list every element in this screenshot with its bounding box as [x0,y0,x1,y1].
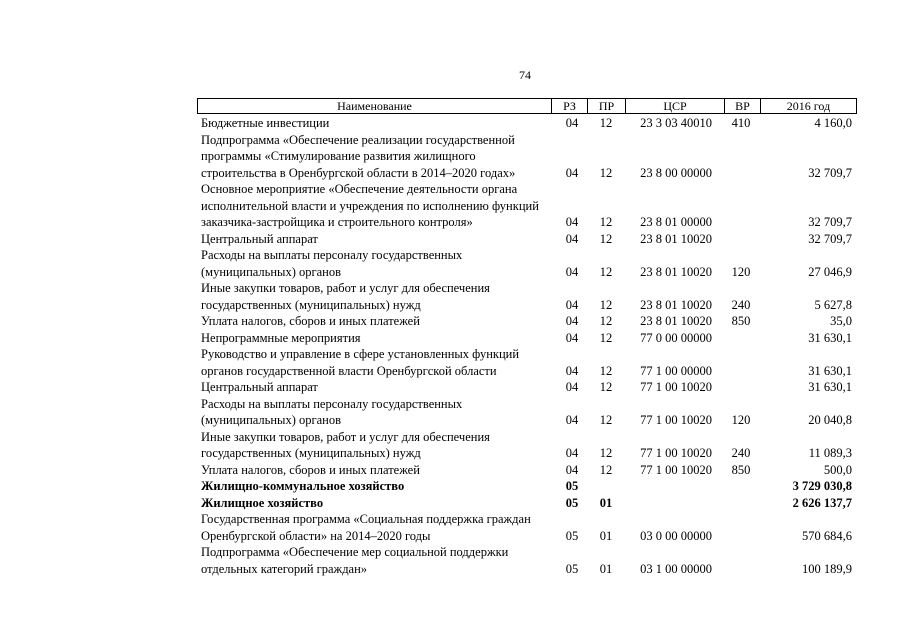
row-rz: 04 [565,314,579,328]
row-csr: 77 1 00 00000 [640,363,712,378]
row-value: 32 709,7 [808,231,852,246]
row-csr: 23 8 00 00000 [640,165,712,180]
row-value: 100 189,9 [802,561,852,576]
row-name-line: органов государственной власти Оренбургской области [201,363,497,378]
row-csr: 03 0 00 00000 [640,528,712,543]
row-name-line: Непрограммные мероприятия [201,330,361,345]
row-value: 27 046,9 [808,264,852,279]
row-pr: 12 [599,165,613,180]
row-name [201,478,551,495]
row-value: 2 626 137,7 [792,495,852,510]
row-pr: 12 [599,413,613,427]
row-pr: 12 [599,363,613,378]
row-vr: 850 [731,462,751,477]
table-row [0,181,905,231]
row-rz: 05 [565,561,579,576]
row-rz: 04 [565,446,579,460]
row-csr: 77 0 00 00000 [640,330,712,345]
table-row [0,478,905,495]
row-value: 500,0 [823,462,852,477]
row-value: 4 160,0 [814,116,852,130]
row-pr: 12 [599,330,613,345]
row-rz: 04 [565,363,579,378]
row-name-line: Жилищно-коммунальное хозяйство [201,479,405,493]
row-rz: 04 [565,165,579,180]
row-vr: 120 [731,413,751,427]
column-header-rz: РЗ [551,99,587,113]
row-rz: 04 [565,215,579,229]
table-row [0,379,905,396]
row-csr: 77 1 00 10020 [640,446,712,460]
row-name-line: Бюджетные инвестиции [201,116,330,130]
row-rz: 04 [565,330,579,345]
row-name-line: (муниципальных) органов [201,413,342,427]
row-name-line: Подпрограмма «Обеспечение реализации государственной [201,132,515,147]
table-row [0,429,905,462]
column-header-name: Наименование [337,99,412,113]
row-vr: 850 [731,314,751,328]
row-name-line: программы «Стимулирование развития жилищного [201,149,476,163]
table-row [0,231,905,248]
row-value: 32 709,7 [808,215,852,229]
table-row [0,115,905,132]
row-name [201,181,551,231]
row-name [201,115,551,132]
row-pr: 01 [599,528,613,543]
row-vr: 410 [731,116,751,130]
table-row [0,330,905,347]
table-row [0,313,905,330]
table-row [0,544,905,577]
row-name-line: отдельных категорий граждан» [201,561,368,576]
row-pr: 12 [599,215,613,229]
column-header-pr: ПР [587,99,625,113]
row-name-line: исполнительной власти и учреждения по исполнению функций [201,198,539,213]
row-csr: 77 1 00 10020 [640,462,712,477]
row-name [201,231,551,248]
row-name-line: (муниципальных) органов [201,264,342,279]
column-header-vr: ВР [724,99,760,113]
row-pr: 01 [599,495,613,510]
row-value: 20 040,8 [808,413,852,427]
row-value: 570 684,6 [802,528,852,543]
row-pr: 12 [599,462,613,477]
row-value: 5 627,8 [814,297,852,312]
row-name-line: Центральный аппарат [201,380,318,394]
row-name-line: Оренбургской области» на 2014–2020 годы [201,528,431,543]
row-name-line: Центральный аппарат [201,231,318,246]
row-name-line: Уплата налогов, сборов и иных платежей [201,462,420,477]
row-name [201,462,551,479]
row-pr: 12 [599,314,613,328]
row-name-line: Иные закупки товаров, работ и услуг для обеспечения [201,281,490,295]
column-header-csr: ЦСР [625,99,724,113]
row-name-line: Руководство и управление в сфере установленных функций [201,347,520,361]
row-name [201,247,551,280]
row-name-line: Жилищное хозяйство [201,495,324,510]
row-name [201,330,551,347]
row-vr: 240 [731,446,751,460]
table-row [0,346,905,379]
row-pr: 12 [599,264,613,279]
table-row [0,247,905,280]
row-name [201,429,551,462]
row-csr: 23 8 01 10020 [640,264,712,279]
column-header-year: 2016 год [760,99,856,113]
row-csr: 03 1 00 00000 [640,561,712,576]
row-pr: 12 [599,297,613,312]
row-csr: 23 8 01 10020 [640,314,712,328]
row-name [201,346,551,379]
row-csr: 77 1 00 10020 [640,380,712,394]
row-rz: 04 [565,297,579,312]
row-value: 31 630,1 [808,363,852,378]
row-value: 35,0 [830,314,852,328]
row-name [201,511,551,544]
row-name [201,495,551,512]
row-rz: 04 [565,231,579,246]
row-name [201,379,551,396]
row-name-line: Основное мероприятие «Обеспечение деятельности органа [201,182,518,196]
row-name-line: строительства в Оренбургской области в 2014–2020 годах» [201,165,516,180]
row-rz: 05 [565,528,579,543]
row-rz: 05 [565,495,579,510]
table-row [0,462,905,479]
row-rz: 04 [565,264,579,279]
row-csr: 23 8 01 00000 [640,215,712,229]
row-value: 31 630,1 [808,380,852,394]
row-csr: 23 8 01 10020 [640,297,712,312]
page-number: 74 [519,68,531,82]
row-name-line: Государственная программа «Социальная поддержка граждан [201,512,531,526]
row-pr: 12 [599,380,613,394]
row-name-line: Расходы на выплаты персоналу государственных [201,396,463,411]
row-pr: 12 [599,116,613,130]
row-rz: 04 [565,413,579,427]
row-pr: 01 [599,561,613,576]
table-row [0,396,905,429]
row-value: 11 089,3 [808,446,852,460]
row-value: 31 630,1 [808,330,852,345]
row-rz: 05 [565,479,579,493]
row-csr: 23 8 01 10020 [640,231,712,246]
row-rz: 04 [565,116,579,130]
row-name-line: заказчика-застройщика и строительного контроля» [201,215,473,229]
row-pr: 12 [599,446,613,460]
row-rz: 04 [565,380,579,394]
row-rz: 04 [565,462,579,477]
row-vr: 120 [731,264,751,279]
row-csr: 23 3 03 40010 [640,116,712,130]
row-name-line: Иные закупки товаров, работ и услуг для обеспечения [201,429,490,444]
row-vr: 240 [731,297,751,312]
row-name [201,280,551,313]
row-csr: 77 1 00 10020 [640,413,712,427]
row-name-line: Расходы на выплаты персоналу государственных [201,248,463,262]
table-row [0,132,905,182]
row-value: 3 729 030,8 [792,479,852,493]
row-name [201,396,551,429]
table-row [0,280,905,313]
row-name [201,544,551,577]
row-name [201,132,551,182]
row-name [201,313,551,330]
table-row [0,495,905,512]
table-row [0,511,905,544]
row-pr: 12 [599,231,613,246]
table-header [197,98,857,114]
row-value: 32 709,7 [808,165,852,180]
row-name-line: государственных (муниципальных) нужд [201,297,421,312]
row-name-line: Уплата налогов, сборов и иных платежей [201,314,420,328]
row-name-line: Подпрограмма «Обеспечение мер социальной поддержки [201,545,509,559]
row-name-line: государственных (муниципальных) нужд [201,446,421,460]
